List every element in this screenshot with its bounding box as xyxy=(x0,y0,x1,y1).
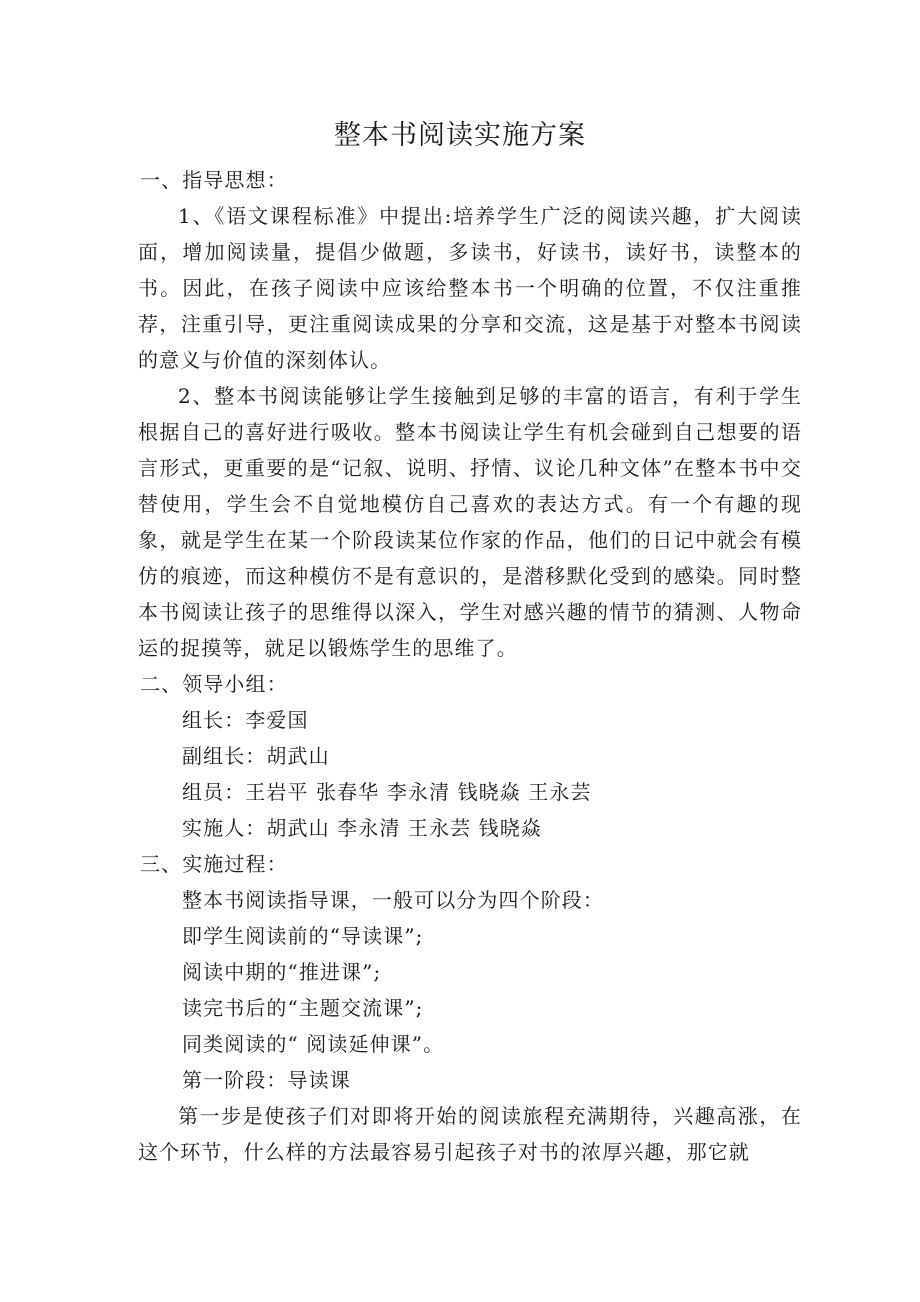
group-implementers: 实施人：胡武山 李永清 王永芸 钱晓焱 xyxy=(182,816,542,840)
section-heading-guiding-thought: 一、指导思想： xyxy=(140,168,288,192)
document-body xyxy=(138,162,802,1170)
phase-one-heading: 第一阶段：导读课 xyxy=(182,1068,351,1092)
section-heading-leadership-group: 二、领导小组： xyxy=(140,672,288,696)
stage-theme-exchange: 读完书后的“主题交流课”; xyxy=(182,996,424,1020)
section-heading-implementation: 三、实施过程： xyxy=(140,852,288,876)
paragraph-phase-one: 第一步是使孩子们对即将开始的阅读旅程充满期待，兴趣高涨，在这个环节，什么样的方法最容易引起孩子对书的浓厚兴趣，那它就 xyxy=(138,1104,802,1164)
stage-progress: 阅读中期的“推进课”; xyxy=(182,960,382,984)
stage-extension: 同类阅读的“ 阅读延伸课”。 xyxy=(182,1032,445,1056)
stage-guided-reading: 即学生阅读前的“导读课”; xyxy=(182,924,424,948)
paragraph-curriculum-standard: 1、《语文课程标准》中提出:培养学生广泛的阅读兴趣，扩大阅读面，增加阅读量，提倡少做题，多读书，好读书，读好书，读整本的书。因此，在孩子阅读中应该给整本书一个明确的位置，不仅注重推荐，注重引导，更注重阅读成果的分享和交流，这是基于对整本书阅读的意义与价值的深刻体认。 xyxy=(138,204,802,372)
group-members: 组员：王岩平 张春华 李永清 钱晓焱 王永芸 xyxy=(182,780,592,804)
group-leader: 组长：李爱国 xyxy=(182,708,309,732)
document-title: 整本书阅读实施方案 xyxy=(334,120,586,151)
group-deputy-leader: 副组长：胡武山 xyxy=(182,744,330,768)
paragraph-reading-benefits: 2、整本书阅读能够让学生接触到足够的丰富的语言，有利于学生根据自己的喜好进行吸收。整本书阅读让学生有机会碰到自己想要的语言形式，更重要的是“记叙、说明、抒情、议论几种文体”在整本书中交替使用，学生会不自觉地模仿自己喜欢的表达方式。有一个有趣的现象，就是学生在某一个阶段读某位作家的作品，他们的日记中就会有模仿的痕迹，而这种模仿不是有意识的，是潜移默化受到的感染。同时整本书阅读让孩子的思维得以深入，学生对感兴趣的情节的猜测、人物命运的捉摸等，就足以锻炼学生的思维了。 xyxy=(138,384,802,660)
stages-intro: 整本书阅读指导课，一般可以分为四个阶段： xyxy=(182,888,604,912)
